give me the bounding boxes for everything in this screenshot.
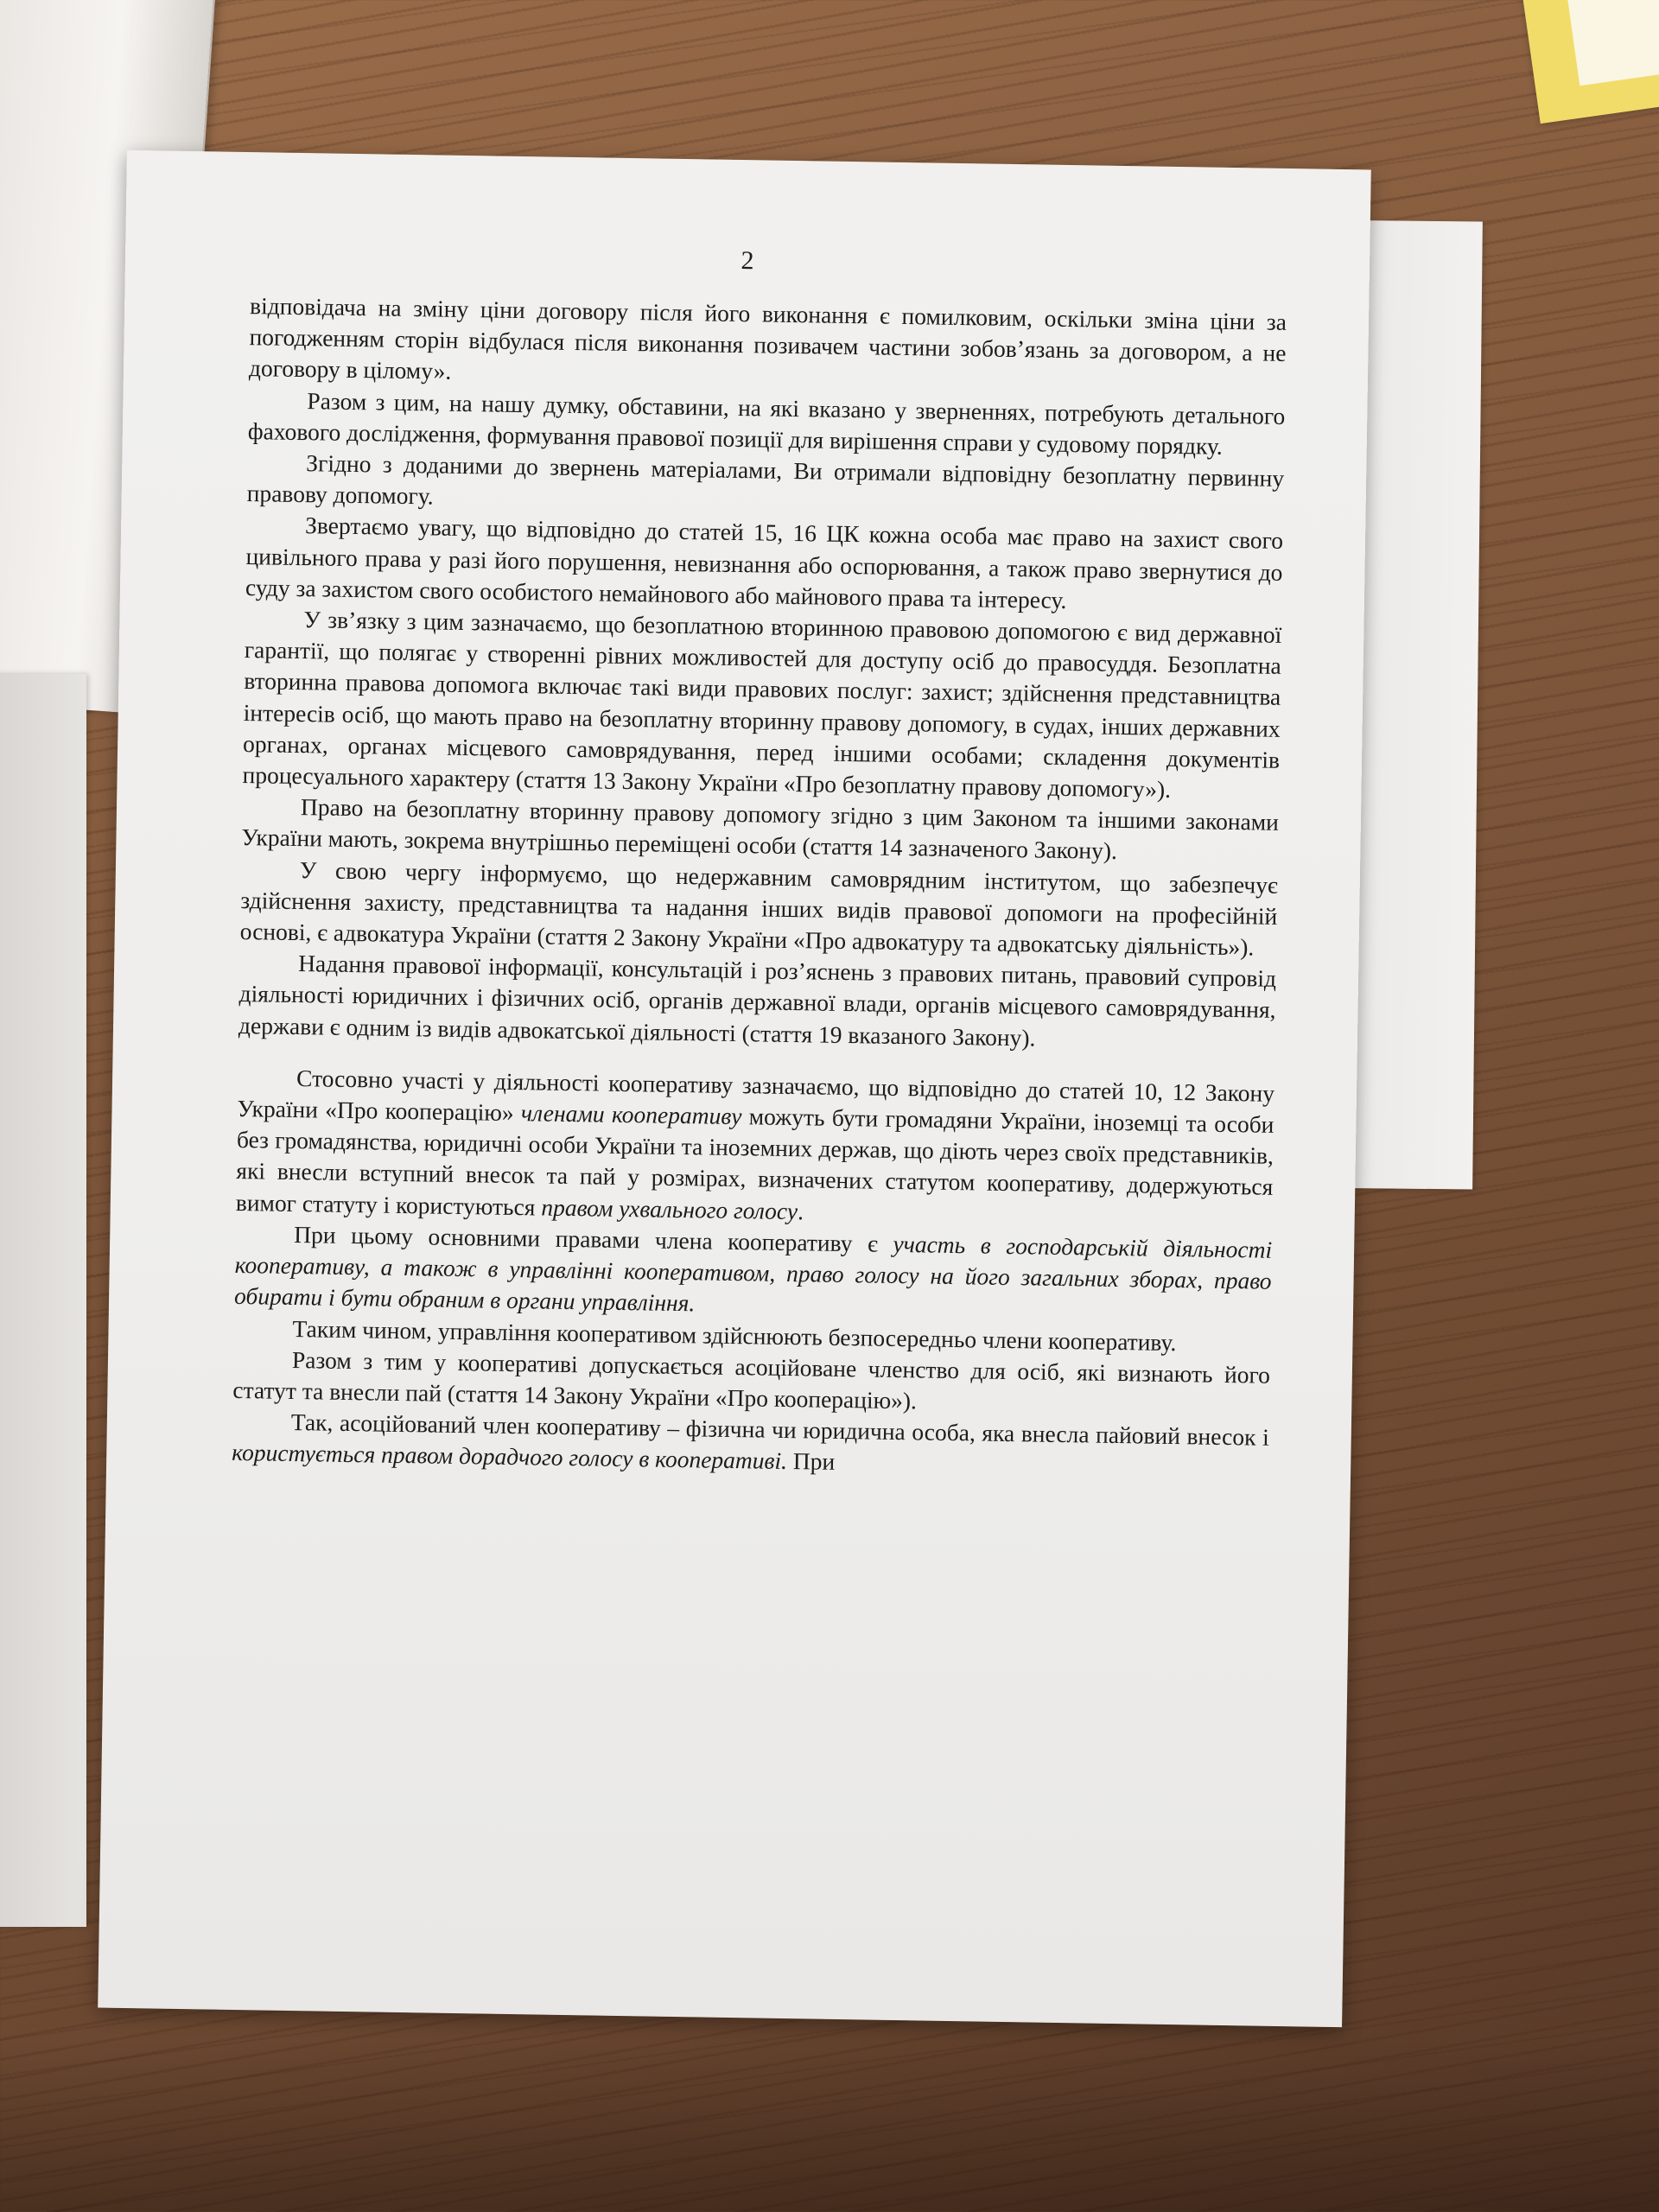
document-page [98,150,1371,2027]
text-run: Так, асоційований член кооперативу – фізична чи юридична особа, яка внесла пайовий внесок і [290,1408,1269,1451]
text-run: Надання правової інформації, консультацій і роз’яснень з правових питань, правовий супровід діяльності юридичних і фізичних осіб, органів державної влади, органів місцевого самоврядування, держави є одним із видів адвокатської діяльності (стаття 19 вказаного Закону). [238,950,1277,1052]
paragraph [236,1062,1275,1235]
paragraph [240,854,1279,963]
desk-surface-shadow [0,2039,1659,2212]
text-run: . [797,1197,804,1224]
paragraph [249,290,1287,400]
italic-text-run: членами кооперативу [520,1099,742,1130]
text-run: Стосовно участі у діяльності кооперативу зазначаємо, що відповідно до статей 10, 12 Закону України «Про кооперацію» [237,1064,1275,1127]
paragraph [234,1218,1273,1328]
document-body [232,290,1287,1484]
italic-text-run: користується правом дорадчого голосу в кооперативі. [232,1439,788,1475]
paragraph [242,603,1281,807]
text-run: При [786,1447,836,1476]
text-run: можуть бути громадяни України, іноземці та особи без громадянства, юридичні особи України та іноземних держав, що діють через своїх представників, які внесли вступний внесок та пай у розмірах, визначених статутом кооперативу, додержуються вимог статуту і користуються [235,1103,1274,1221]
text-run: Право на безоплатну вторинну правову допомогу згідно з цим Законом та іншими законами України мають, зокрема внутрішньо переміщені особи (стаття 14 зазначеного Закону). [241,793,1280,865]
paragraph [238,947,1277,1057]
text-run: Згідно з доданими до звернень матеріалами, Ви отримали відповідну безоплатну первинну правову допомогу. [246,449,1285,510]
italic-text-run: участь в господарській діяльності кооперативу, а також в управлінні кооперативом, право голосу на його загальних зборах, право обирати і бути обраним в органи управління. [233,1230,1273,1317]
page-number: 2 [741,246,754,276]
text-run: відповідача на зміну ціни договору після його виконання є помилковим, оскільки зміна ціни за погодженням сторін відбулася після виконання позивачем частини зобов’язань за договором, а не договору в цілому». [248,292,1287,385]
text-run: При цьому основними правами члена кооперативу є [294,1220,893,1257]
text-run: Разом з тим у кооперативі допускається асоційоване членство для осіб, які визнають його статут та внесли пай (стаття 14 Закону України «Про кооперацію»). [232,1345,1271,1414]
text-run: У свою чергу інформуємо, що недержавним самоврядним інститутом, що забезпечує здійснення захисту, представництва та надання інших видів правової допомоги на професійній основі, є адвокатура України (стаття 2 Закону України «Про адвокатуру та адвокатську діяльність»). [239,855,1279,961]
paragraph [245,509,1284,619]
text-run: Таким чином, управління кооперативом здійснюють безпосередньо члени кооперативу. [292,1314,1177,1356]
text-run: Звертаємо увагу, що відповідно до статей 15, 16 ЦК кожна особа має право на захист свого цивільного права у разі його порушення, невизнання або оспорювання, а також право звернутися до суду за захистом свого особистого немайнового або майнового права та інтересу. [245,512,1284,613]
text-run: У зв’язку з цим зазначаємо, що безоплатною вторинною правовою допомогою є вид державної гарантії, що полягає у створенні рівних можливостей для доступу осіб до правосуддя. Безоплатна вторинна правова допомога включає такі види правових послуг: захист; здійснення представництва інтересів осіб, що мають право на безоплатну вторинну правову допомогу, в судах, інших державних органах, органах місцевого самоврядування, перед іншими особами; складення документів процесуального характеру (стаття 13 Закону України «Про безоплатну правову допомогу»). [242,606,1282,803]
text-run: Разом з цим, на нашу думку, обставини, на які вказано у зверненнях, потребують детального фахового дослідження, формування правової позиції для вирішення справи у судовому порядку. [247,386,1286,460]
italic-text-run: правом ухвального голосу [541,1193,798,1224]
background-sheet-left [0,674,86,1927]
yellow-folder-inner-sheet [1567,0,1659,86]
